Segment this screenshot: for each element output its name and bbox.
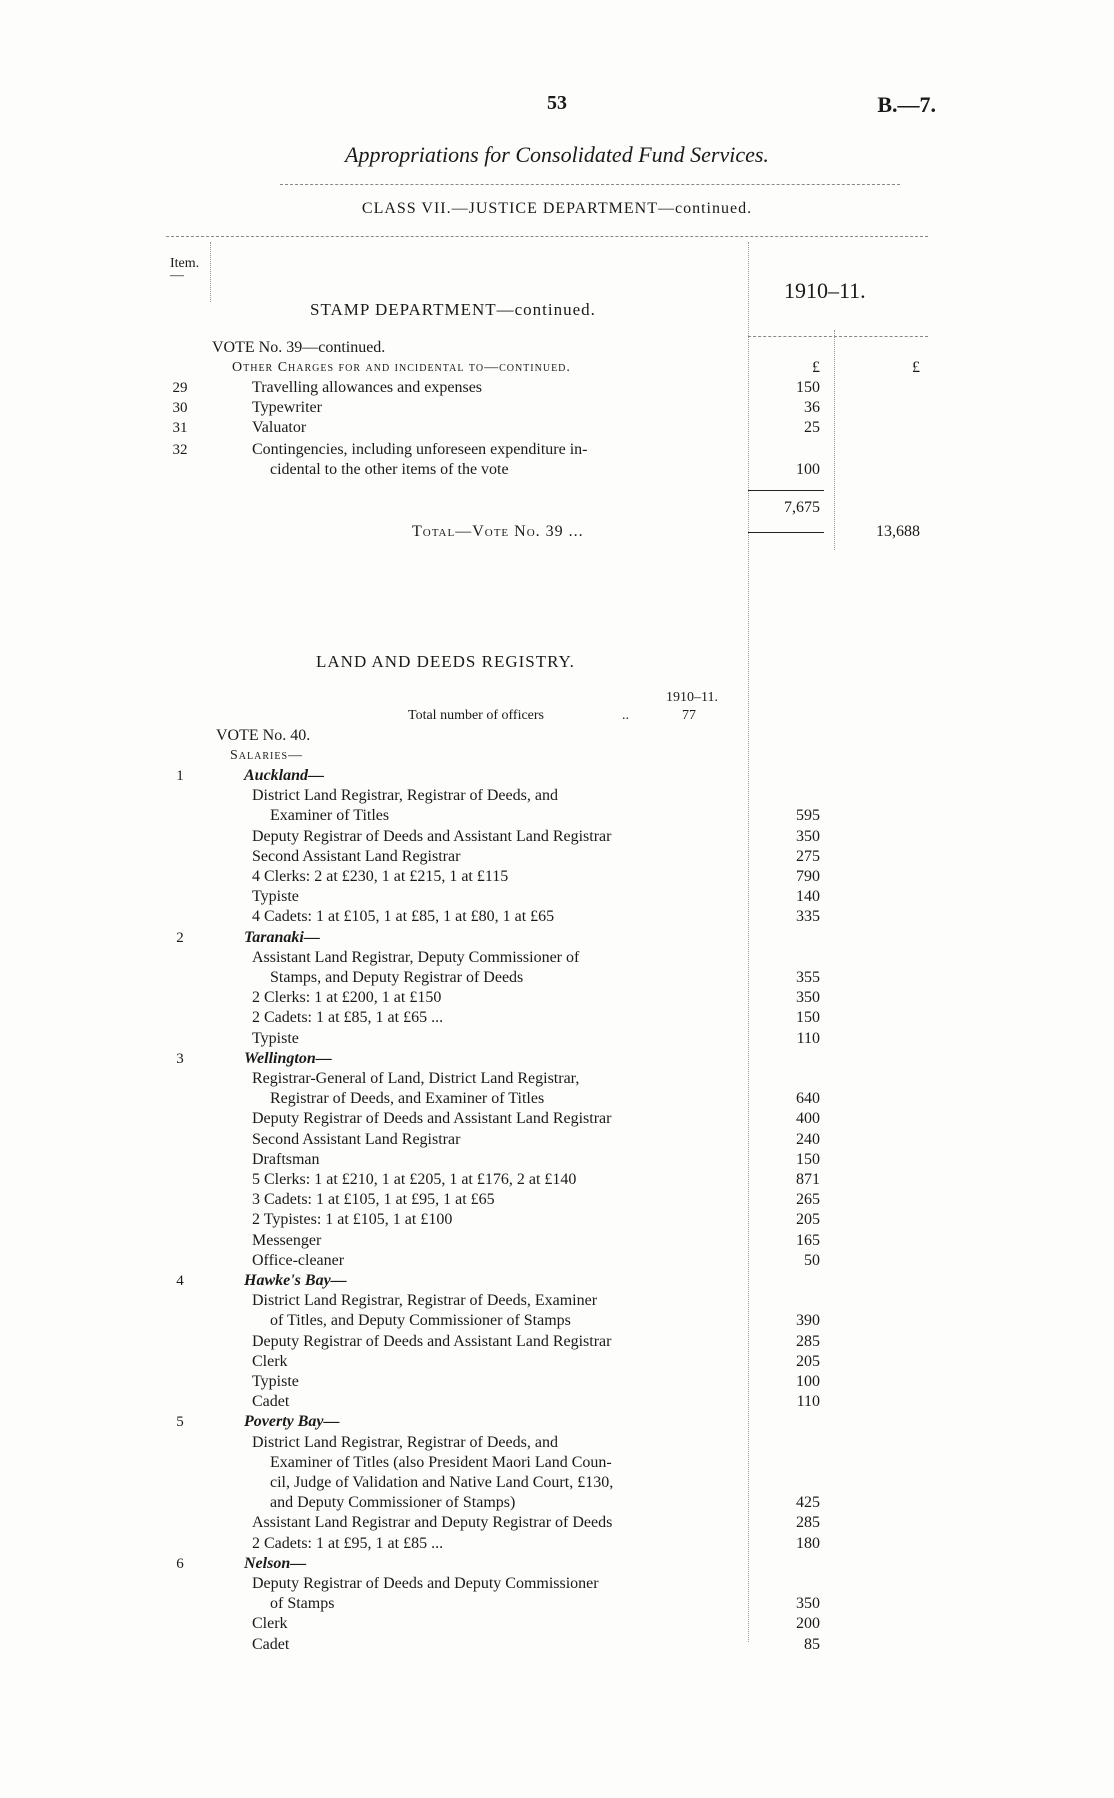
- item-column-dash: —: [170, 268, 184, 283]
- item-number: 31: [172, 420, 188, 436]
- row-label-continued: of Stamps: [270, 1595, 335, 1613]
- row-amount: 240: [796, 1130, 820, 1148]
- page-number: 53: [547, 92, 567, 114]
- row-label: Typiste: [252, 1029, 299, 1047]
- row-label: 2 Cadets: 1 at £95, 1 at £85 ...: [252, 1534, 444, 1552]
- row-label: 3 Cadets: 1 at £105, 1 at £95, 1 at £65: [252, 1191, 495, 1209]
- row-amount: 350: [796, 989, 820, 1007]
- item-label: Travelling allowances and expenses: [252, 379, 483, 396]
- row-amount: 165: [796, 1231, 820, 1249]
- table-row-continued: [0, 968, 1114, 988]
- item-label: Valuator: [252, 419, 307, 436]
- header-rule: [166, 236, 928, 237]
- row-amount: 205: [796, 1211, 820, 1229]
- salaries-heading: [0, 746, 1114, 766]
- year-header: 1910–11.: [784, 278, 866, 303]
- table-row: [0, 786, 1114, 806]
- item-amount: 36: [804, 399, 820, 416]
- document-reference: B.—7.: [877, 92, 936, 117]
- row-amount: 285: [796, 1514, 820, 1532]
- row-label: Draftsman: [252, 1150, 320, 1168]
- vote-label: VOTE No. 40.: [216, 727, 311, 744]
- row-amount: 50: [804, 1251, 820, 1269]
- row-label: Second Assistant Land Registrar: [252, 1130, 461, 1148]
- row-amount: 200: [796, 1615, 820, 1633]
- row-amount: 180: [796, 1534, 820, 1552]
- table-row: [0, 887, 1114, 907]
- table-row: [0, 1352, 1114, 1372]
- table-row: [0, 1069, 1114, 1089]
- table-row-continued: [0, 1493, 1114, 1513]
- row-label: Assistant Land Registrar and Deputy Registrar of Deeds: [252, 1514, 613, 1532]
- row-label: 2 Cadets: 1 at £85, 1 at £65 ...: [252, 1009, 444, 1027]
- row-label-continued: Examiner of Titles (also President Maori Land Coun-: [270, 1453, 612, 1471]
- table-row-continued: [0, 1453, 1114, 1473]
- list-item-continued: [0, 460, 1114, 480]
- land-deeds-heading: LAND AND DEEDS REGISTRY.: [316, 652, 575, 671]
- officers-label: Total number of officers: [408, 708, 544, 723]
- group-heading: [0, 928, 1114, 948]
- vote-39-heading: [0, 338, 1114, 358]
- item-number: 3: [176, 1050, 184, 1067]
- row-amount: 350: [796, 1595, 820, 1613]
- table-row: [0, 1574, 1114, 1594]
- table-row: [0, 988, 1114, 1008]
- row-amount: 150: [796, 1009, 820, 1027]
- row-amount: 275: [796, 847, 820, 865]
- row-label: Assistant Land Registrar, Deputy Commissioner of: [252, 948, 580, 966]
- item-label: Typewriter: [252, 399, 322, 416]
- table-row: [0, 1251, 1114, 1271]
- row-label: Messenger: [252, 1231, 322, 1249]
- row-amount: 400: [796, 1110, 820, 1128]
- row-label: District Land Registrar, Registrar of Deeds, Examiner: [252, 1292, 598, 1310]
- table-row: [0, 948, 1114, 968]
- row-label: 2 Typistes: 1 at £105, 1 at £100: [252, 1211, 453, 1229]
- group-heading: [0, 1554, 1114, 1574]
- table-row: [0, 1231, 1114, 1251]
- item-number: 5: [176, 1414, 184, 1431]
- row-label: Deputy Registrar of Deeds and Deputy Commissioner: [252, 1575, 599, 1592]
- row-label: 5 Clerks: 1 at £210, 1 at £205, 1 at £176, 2 at £140: [252, 1171, 577, 1188]
- item-number: 29: [172, 380, 188, 396]
- vote-total-row: [0, 522, 1114, 542]
- item-amount: 100: [796, 461, 820, 478]
- subheading: Other Charges for and incidental to—continued.: [232, 360, 571, 375]
- table-row-continued: [0, 1594, 1114, 1614]
- list-item: [0, 378, 1114, 398]
- table-row: [0, 1433, 1114, 1453]
- district-name: Wellington—: [244, 1049, 332, 1067]
- item-amount: 150: [796, 379, 820, 396]
- district-name: Nelson—: [244, 1554, 307, 1572]
- vote-total: 13,688: [876, 523, 920, 540]
- row-label-continued: Stamps, and Deputy Registrar of Deeds: [270, 969, 524, 986]
- table-row: [0, 1513, 1114, 1533]
- vote-40-heading: [0, 726, 1114, 746]
- table-row: [0, 827, 1114, 847]
- row-amount: 100: [796, 1373, 820, 1390]
- item-number: 2: [176, 929, 184, 946]
- table-row-continued: [0, 1473, 1114, 1493]
- table-row: [0, 1332, 1114, 1352]
- row-label: 2 Clerks: 1 at £200, 1 at £150: [252, 989, 442, 1007]
- item-number: 6: [176, 1555, 184, 1572]
- group-heading: [0, 766, 1114, 786]
- table-row-continued: [0, 1089, 1114, 1109]
- item-number: 1: [176, 768, 184, 784]
- officers-year: 1910–11.: [666, 690, 718, 705]
- row-label: Cadet: [252, 1393, 290, 1411]
- row-label-continued: of Titles, and Deputy Commissioner of Stamps: [270, 1312, 571, 1330]
- row-amount: 335: [796, 908, 820, 926]
- row-label: Clerk: [252, 1352, 288, 1370]
- table-row: [0, 1029, 1114, 1049]
- officers-dots: ..: [622, 708, 629, 723]
- row-amount: 265: [796, 1191, 820, 1209]
- list-item: [0, 418, 1114, 438]
- row-amount: 640: [796, 1090, 820, 1108]
- item-column-rule: [210, 242, 211, 302]
- district-name: Auckland—: [244, 767, 325, 784]
- row-amount: 355: [796, 969, 820, 986]
- row-label: Deputy Registrar of Deeds and Assistant Land Registrar: [252, 1110, 612, 1128]
- item-number: 4: [176, 1273, 184, 1289]
- row-label-continued: and Deputy Commissioner of Stamps): [270, 1494, 516, 1512]
- row-label: Registrar-General of Land, District Land Registrar,: [252, 1070, 580, 1087]
- row-amount: 85: [804, 1635, 820, 1653]
- table-row-continued: [0, 806, 1114, 826]
- officers-count: 77: [682, 708, 696, 723]
- row-label-continued: cil, Judge of Validation and Native Land Court, £130,: [270, 1474, 614, 1491]
- item-amount: 25: [804, 419, 820, 436]
- salaries-label: Salaries—: [230, 748, 304, 763]
- row-label: Typiste: [252, 888, 299, 906]
- vote-subtotal-row: [0, 498, 1114, 518]
- row-amount: 390: [796, 1312, 820, 1330]
- table-row: [0, 867, 1114, 887]
- item-label: Contingencies, including unforeseen expenditure in-: [252, 441, 588, 458]
- row-amount: 150: [796, 1150, 820, 1168]
- subtotal-rule: [748, 490, 824, 491]
- row-amount: 140: [796, 888, 820, 906]
- table-row: [0, 1130, 1114, 1150]
- table-row-continued: [0, 1311, 1114, 1331]
- page-title: Appropriations for Consolidated Fund Services.: [345, 142, 769, 167]
- vote-label: VOTE No. 39—continued.: [212, 339, 386, 356]
- row-label: Deputy Registrar of Deeds and Assistant Land Registrar: [252, 1332, 612, 1350]
- table-row: [0, 1372, 1114, 1392]
- row-amount: 110: [796, 1393, 820, 1411]
- row-label-continued: Registrar of Deeds, and Examiner of Titles: [270, 1090, 545, 1108]
- row-label: Deputy Registrar of Deeds and Assistant Land Registrar: [252, 827, 612, 845]
- row-label: Clerk: [252, 1615, 288, 1633]
- district-name: Taranaki—: [244, 928, 320, 946]
- row-label: Typiste: [252, 1373, 299, 1390]
- item-column-header: Item.: [170, 256, 200, 271]
- row-amount: 285: [796, 1332, 820, 1350]
- group-heading: [0, 1412, 1114, 1432]
- table-row: [0, 1534, 1114, 1554]
- table-row: [0, 1210, 1114, 1230]
- item-number: 32: [172, 442, 188, 458]
- row-label: Cadet: [252, 1635, 290, 1653]
- row-label: 4 Cadets: 1 at £105, 1 at £85, 1 at £80, 1 at £65: [252, 908, 555, 926]
- row-amount: 350: [796, 827, 820, 845]
- currency-symbol: £: [912, 359, 920, 376]
- district-name: Hawke's Bay—: [244, 1272, 347, 1289]
- vote-total-label: Total—Vote No. 39 ...: [412, 523, 584, 540]
- row-amount: 595: [796, 807, 820, 825]
- district-name: Poverty Bay—: [244, 1413, 340, 1431]
- table-row: [0, 907, 1114, 927]
- row-amount: 871: [796, 1171, 820, 1188]
- list-item: [0, 440, 1114, 460]
- list-item: [0, 398, 1114, 418]
- year-rule: [748, 336, 928, 337]
- row-label: Second Assistant Land Registrar: [252, 847, 461, 865]
- table-row: [0, 1109, 1114, 1129]
- group-heading: [0, 1271, 1114, 1291]
- row-amount: 110: [796, 1029, 820, 1047]
- table-row: [0, 1392, 1114, 1412]
- group-heading: [0, 1049, 1114, 1069]
- row-label-continued: Examiner of Titles: [270, 807, 390, 825]
- title-rule: [280, 184, 900, 185]
- currency-symbol: £: [812, 359, 820, 376]
- table-row: [0, 1150, 1114, 1170]
- other-charges-heading: [0, 358, 1114, 378]
- table-row: [0, 847, 1114, 867]
- table-row: [0, 1190, 1114, 1210]
- table-row: [0, 1008, 1114, 1028]
- row-label: District Land Registrar, Registrar of Deeds, and: [252, 787, 558, 805]
- table-row: [0, 1291, 1114, 1311]
- vote-subtotal: 7,675: [784, 499, 820, 516]
- row-label: Office-cleaner: [252, 1251, 345, 1269]
- table-row: [0, 1614, 1114, 1634]
- table-row: [0, 1635, 1114, 1655]
- row-amount: 205: [796, 1352, 820, 1370]
- class-heading: CLASS VII.—JUSTICE DEPARTMENT—continued.: [361, 200, 753, 217]
- row-amount: 790: [796, 868, 820, 885]
- row-label: District Land Registrar, Registrar of Deeds, and: [252, 1433, 558, 1451]
- item-label-continued: cidental to the other items of the vote: [270, 461, 509, 478]
- row-amount: 425: [796, 1494, 820, 1512]
- table-row: [0, 1170, 1114, 1190]
- item-number: 30: [172, 400, 188, 416]
- row-label: 4 Clerks: 2 at £230, 1 at £215, 1 at £115: [252, 868, 509, 885]
- stamp-department-heading: STAMP DEPARTMENT—continued.: [310, 300, 596, 319]
